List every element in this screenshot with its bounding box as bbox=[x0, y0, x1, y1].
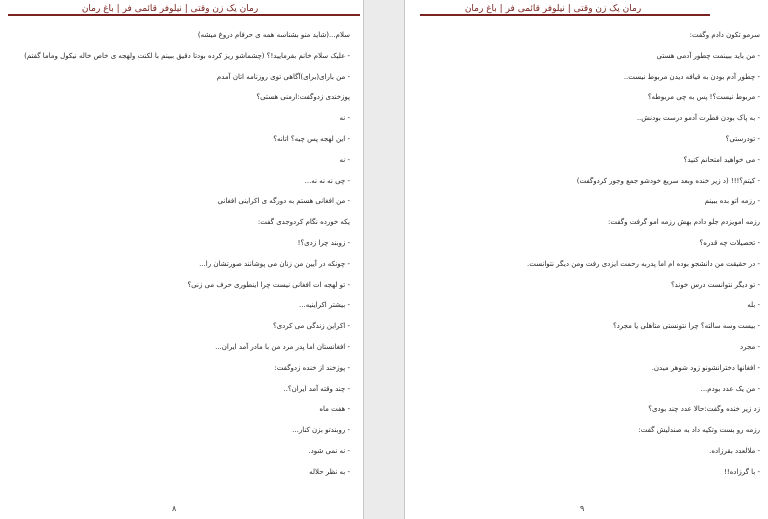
text-line: رزمه رو بست وتکیه داد به صندلیش گفت: bbox=[638, 426, 760, 435]
text-line: - بیشتر اکراینیه... bbox=[299, 301, 350, 310]
text-line: رزمه امویزدم جلو دادم بهش رزمه امو گرفت وگفت: bbox=[608, 218, 760, 227]
text-line: - نه نمی شود. bbox=[308, 446, 350, 455]
left-page-body bbox=[22, 30, 350, 488]
text-line: زد زیر خنده وگفت:حالا عدد چند بودی؟ bbox=[648, 405, 760, 414]
text-line: - تو دیگر نتوانست درس خوند؟ bbox=[670, 280, 760, 289]
text-line: سلام...(شاید منو بشناسه همه ی حرفام دروغ میشه) bbox=[197, 31, 350, 39]
page-gap bbox=[363, 0, 405, 519]
text-line: - بله bbox=[747, 301, 760, 310]
text-line: - علیک سلام خانم بفرمایید!؟ (چشماشو ریز کرده بودتا دقیق ببینم با لکنت ولهجه ی خاص خاله نیکول وماما گفتم) bbox=[24, 51, 350, 60]
text-line: - روبندتو بزن کنار... bbox=[292, 426, 350, 435]
right-page-body bbox=[420, 30, 760, 488]
text-line: - تو لهجه ات افغانی نیست چرا اینطوری حرف می زنی؟ bbox=[187, 280, 350, 289]
right-page-header: رمان یک زن وقتی | نیلوفر قائمی فر | باغ رمان bbox=[464, 4, 642, 14]
text-line: - با گرزاده!! bbox=[724, 467, 760, 476]
text-line: - من یک عدد بودم... bbox=[700, 384, 760, 393]
text-line: - من افغانی هستم به دورگه ی اکراینی افغانی bbox=[217, 197, 350, 206]
left-page-header: رمان یک زن وقتی | نیلوفر قائمی فر | باغ رمان bbox=[81, 4, 259, 14]
text-line: - پوزخند از خنده زدوگفت: bbox=[274, 363, 350, 372]
text-line: - چی نه نه نه... bbox=[304, 176, 350, 185]
right-page-number: ۹ bbox=[580, 504, 585, 513]
text-line: - کیتم؟!!! (د زیر خنده وبعد سریع خودشو جمع وجور کردوگفت) bbox=[576, 176, 760, 185]
text-line: - اکراین زندگی می کردی؟ bbox=[272, 322, 350, 331]
text-line: - به پاک بودن فطرت آدمو درست بودنش.. bbox=[636, 114, 760, 123]
text-line: - من بارای(برای)آگاهی توی روزنامه اتان آمدم bbox=[216, 72, 350, 81]
text-line: - چطور آدم بودن به قیافه دیدن مربوط نیست.. bbox=[623, 72, 760, 81]
left-header-rule bbox=[8, 14, 360, 16]
text-line: - مجرد bbox=[740, 342, 760, 351]
text-line: - هفت ماه bbox=[319, 405, 350, 414]
text-line: - بیست وسه سالته؟ چرا نتونستی متاهلی یا مجرد؟ bbox=[612, 322, 760, 331]
text-line: یکه خورده نگام کردوجدی گفت: bbox=[257, 218, 350, 227]
text-line: - رزمه اتو بده ببینم bbox=[704, 197, 760, 206]
left-page-number: ۸ bbox=[172, 504, 177, 513]
text-line: - به نظر حلاله bbox=[309, 467, 350, 476]
right-header-rule bbox=[420, 14, 710, 16]
text-line: - افغانها دخترانشونو زود شوهر میدن. bbox=[651, 363, 760, 372]
text-line: - تودرستی؟ bbox=[725, 134, 760, 143]
text-line: - نه bbox=[339, 114, 350, 123]
right-page bbox=[384, 0, 768, 519]
text-line: - چند وقته آمد ایران؟.. bbox=[283, 384, 350, 393]
text-line: - مربوط نیست؟! پس به چی مربوطه؟ bbox=[647, 93, 760, 102]
text-line: - من باید ببینمت چطور آدمی هستی bbox=[656, 51, 760, 60]
text-line: - ملالعدد بقرزاده. bbox=[709, 446, 760, 455]
text-line: پوزخندی زدوگفت:ارمنی هستی؟ bbox=[256, 93, 350, 102]
text-line: - تحصیلات چه قدره؟ bbox=[699, 238, 760, 247]
text-line: - نه bbox=[339, 155, 350, 164]
text-line: - این لهجه پس چیه؟ اتانه؟ bbox=[273, 134, 350, 143]
text-line: - چونکه در آیین من زنان می پوشانند صورتشان را... bbox=[199, 259, 350, 268]
text-line: - در حقیقت من دانشجو بوده ام اما پدربه رحمت ایزدی رفت ومن دیگر نتوانست. bbox=[527, 259, 760, 268]
text-line: سرمو تکون دادم وگفت: bbox=[689, 31, 760, 39]
text-line: - زوبند چرا زدی؟! bbox=[297, 238, 350, 247]
text-line: - می خواهید امتحانم کنید؟ bbox=[683, 155, 760, 164]
text-line: - افغانستان اما پدر مرد من با مادر آمد ایران... bbox=[215, 342, 350, 351]
